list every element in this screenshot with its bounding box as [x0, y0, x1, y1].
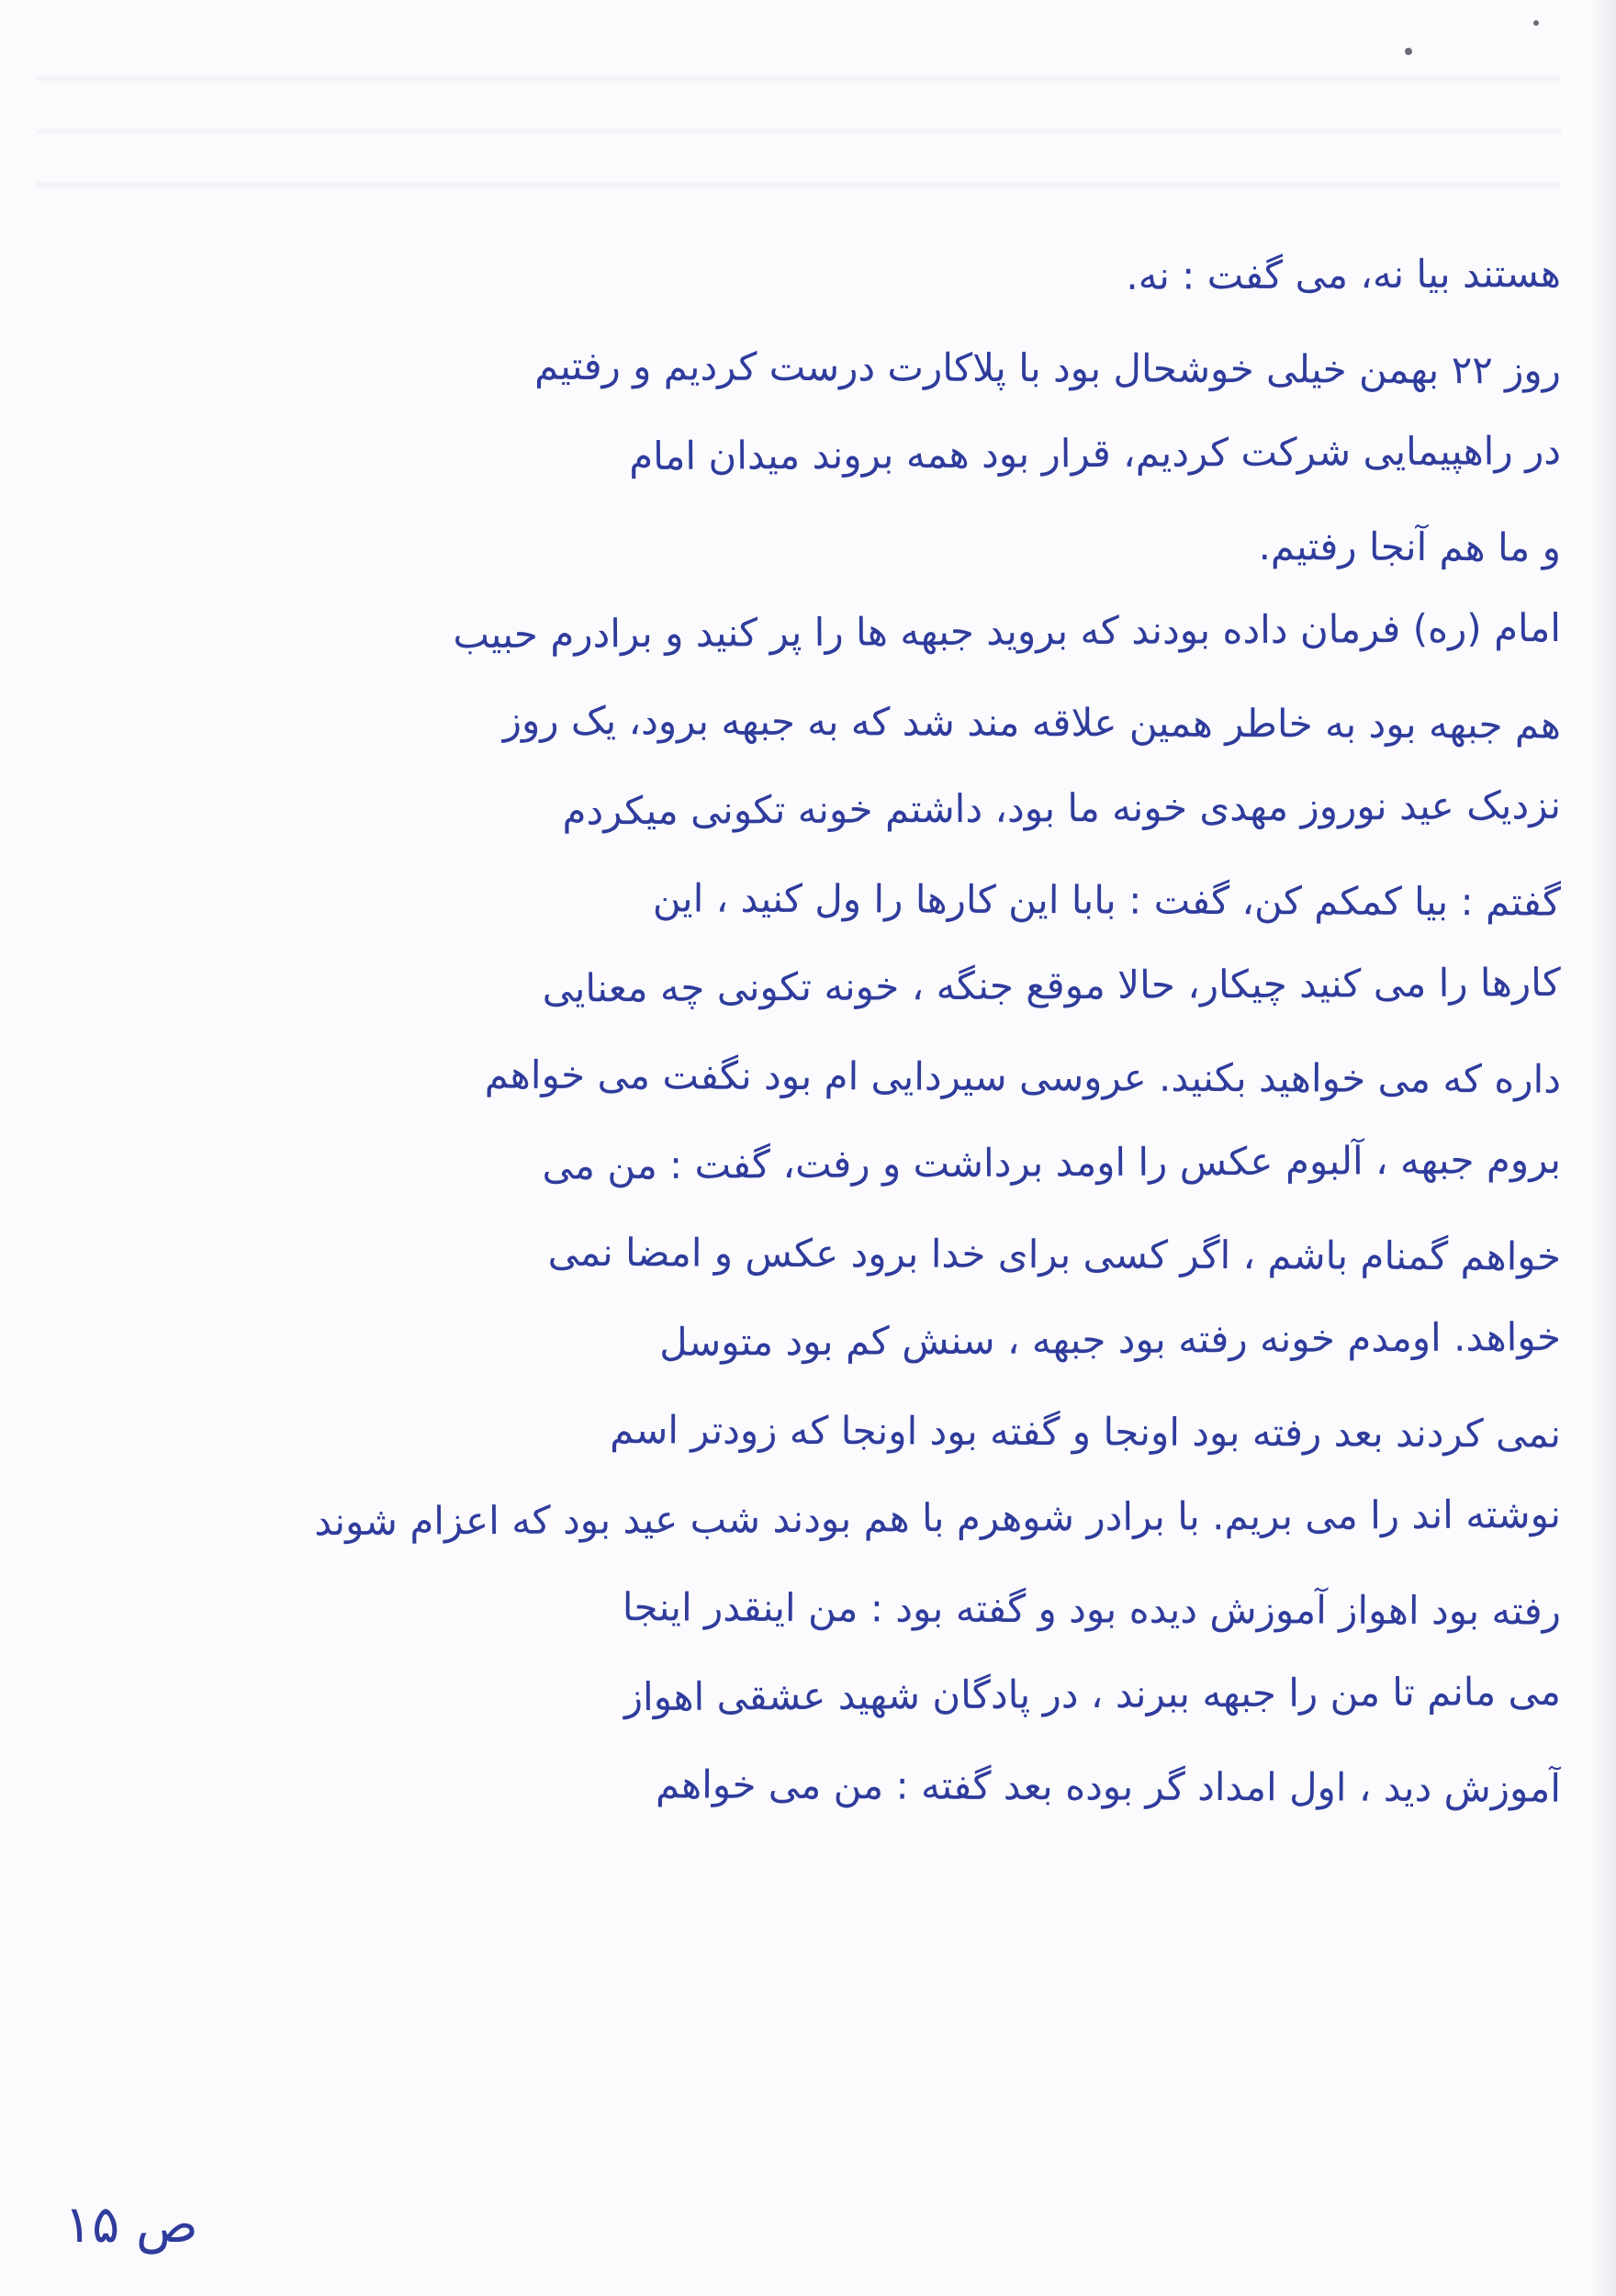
text-line: رفته بود اهواز آموزش دیده بود و گفته بود : من اینقدر اینجا [622, 1583, 1562, 1634]
text-line: خواهد. اومدم خونه رفته بود جبهه ، سنش کم بود متوسل [659, 1313, 1562, 1365]
text-line: می مانم تا من را جبهه ببرند ، در پادگان شهید عشقی اهواز [623, 1668, 1562, 1720]
text-line: روز ۲۲ بهمن خیلی خوشحال بود با پلاکارت درست کردیم و رفتیم [534, 343, 1562, 393]
text-line: نزدیک عید نوروز مهدی خونه ما بود، داشتم خونه تکونی میکردم [562, 782, 1562, 834]
text-line: هم جبهه بود به خاطر همین علاقه مند شد که به جبهه برود، یک روز [502, 697, 1562, 748]
text-line: و ما هم آنجا رفتیم. [1258, 523, 1562, 570]
page-number: ص ۱۵ [64, 2195, 198, 2255]
text-line: بروم جبهه ، آلبوم عکس را اومد برداشت و رفت، گفت : من می [542, 1136, 1562, 1188]
text-line: نوشته اند را می بریم. با برادر شوهرم با هم بودند شب عید بود که اعزام شوند [314, 1491, 1562, 1545]
ink-dot [1533, 20, 1539, 26]
text-line: در راهپیمایی شرکت کردیم، قرار بود همه بروند میدان امام [628, 427, 1562, 479]
handwritten-text-block [37, 234, 1561, 1829]
paper-edge-shadow [1590, 0, 1616, 2296]
text-line: نمی کردند بعد رفته بود اونجا و گفته بود اونجا که زودتر اسم [610, 1406, 1562, 1457]
reverse-side-bleed [37, 28, 1561, 230]
text-line: امام (ره) فرمان داده بودند که بروید جبهه ها را پر کنید و برادرم حبیب [453, 604, 1562, 658]
ink-dot [1405, 48, 1412, 55]
text-line: آموزش دید ، اول امداد گر بوده بعد گفته : من می خواهم [655, 1761, 1562, 1811]
text-line: خواهم گمنام باشم ، اگر کسی برای خدا برود عکس و امضا نمی [547, 1229, 1562, 1279]
text-line: گفتم : بیا کمکم کن، گفت : بابا این کارها را ول کنید ، این [652, 874, 1562, 925]
text-line: هستند بیا نه، می گفت : نه. [1126, 250, 1562, 298]
text-line: داره که می خواهید بکنید. عروسی سیردایی ام بود نگفت می خواهم [484, 1052, 1562, 1102]
text-line: کارها را می کنید چیکار، حالا موقع جنگه ، خونه تکونی چه معنایی [542, 959, 1562, 1011]
